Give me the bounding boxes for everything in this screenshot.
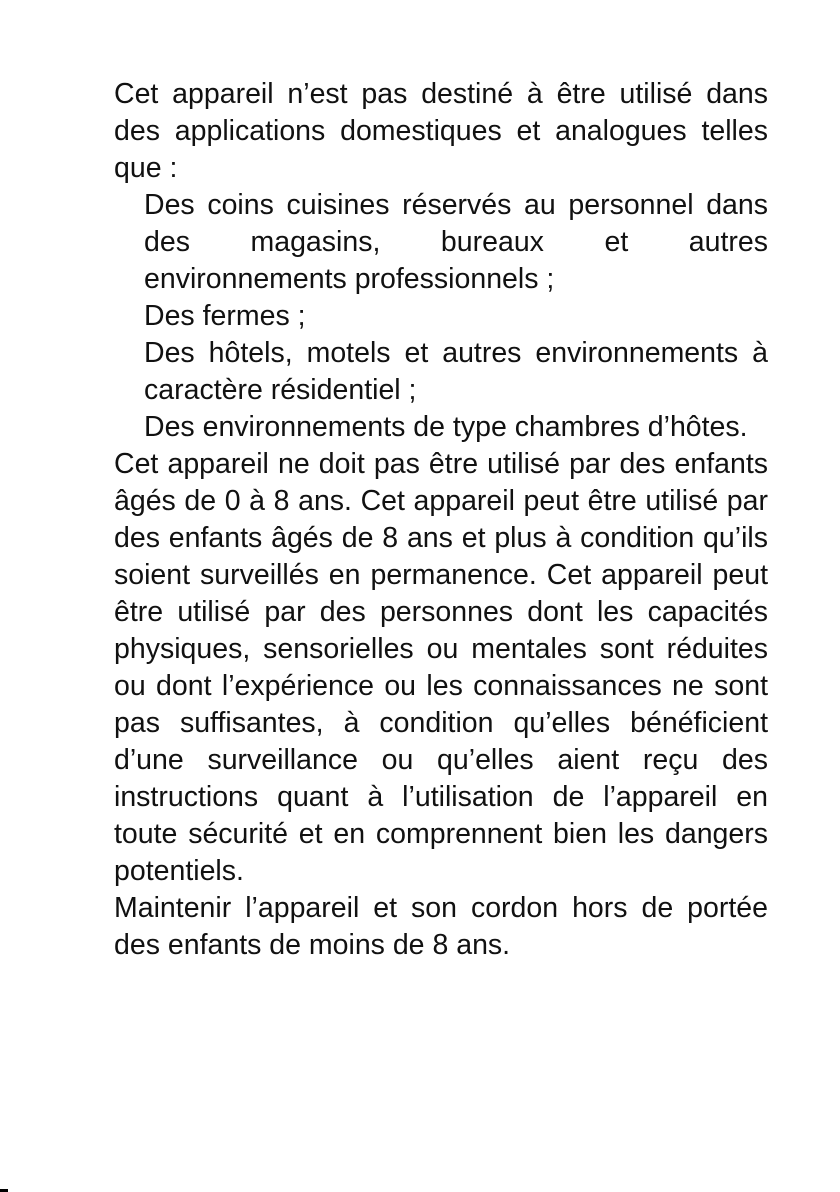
cord-warning-paragraph: Maintenir l’appareil et son cordon hors de portée des enfants de moins de 8 ans. [114,892,768,961]
usage-exclusions-list [114,187,768,446]
intro-paragraph: Cet appareil n’est pas destiné à être utilisé dans des applications domestiques et analogues telles que : [114,78,768,184]
list-item: Des fermes ; [144,300,306,332]
list-item: Des coins cuisines réservés au personnel dans des magasins, bureaux et autres environnements professionnels ; [144,189,768,295]
list-item: Des environnements de type chambres d’hôtes. [144,411,748,443]
children-supervision-paragraph: Cet appareil ne doit pas être utilisé par des enfants âgés de 0 à 8 ans. Cet appareil peut être utilisé par des enfants âgés de 8 ans et plus à condition qu’ils soient surveillés en permanence. Cet appareil peut être utilisé par des personnes dont les capacités physiques, sensorielles ou mentales sont réduites ou dont l’expérience ou les connaissances ne sont pas suffisantes, à condition qu’elles bénéficient d’une surveillance ou qu’elles aient reçu des instructions quant à l’utilisation de l’appareil en toute sécurité et en comprennent bien les dangers potentiels. [114,448,768,887]
document-body [114,76,768,964]
list-item: Des hôtels, motels et autres environnements à caractère résidentiel ; [144,337,768,406]
